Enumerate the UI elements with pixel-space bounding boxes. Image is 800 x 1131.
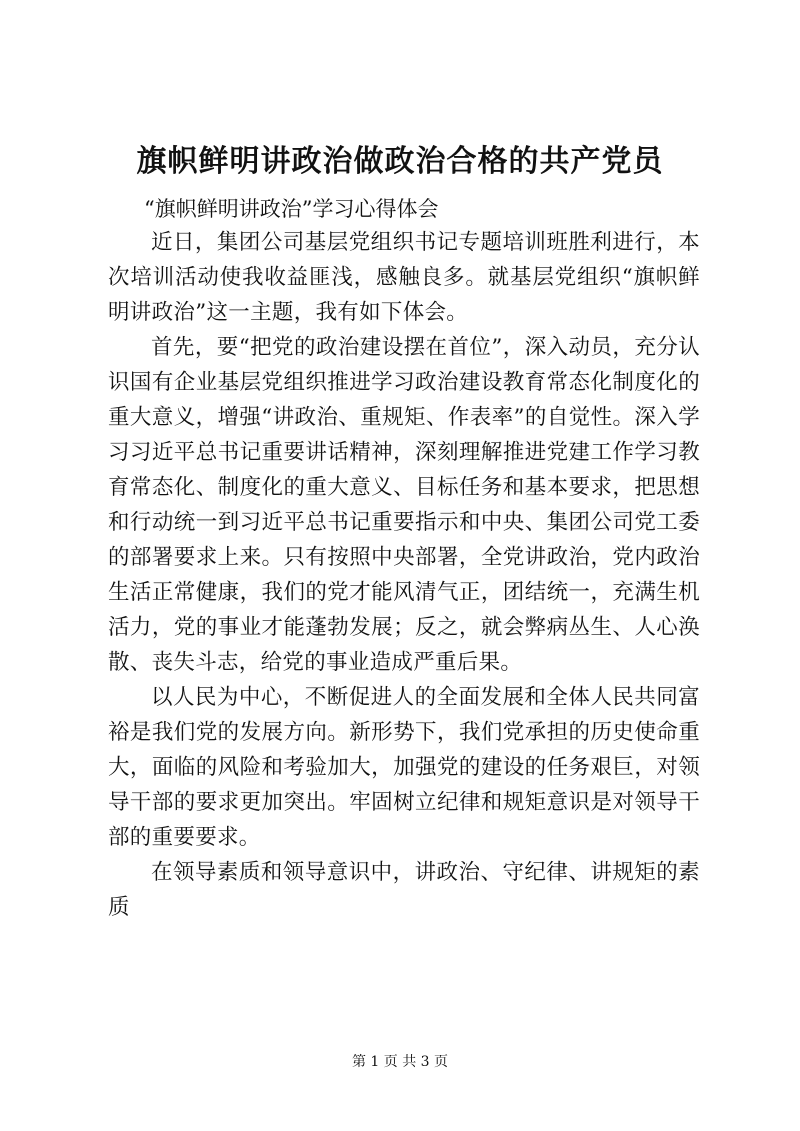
- paragraph-3: 以人民为中心，不断促进人的全面发展和全体人民共同富裕是我们党的发展方向。新形势下，我们党承担的历史使命重大，面临的风险和考验加大，加强党的建设的任务艰巨，对领导干部的要求更加突出。牢固树立纪律和规矩意识是对领导干部的重要要求。: [108, 685, 700, 850]
- page-number-footer: 第 1 页 共 3 页: [351, 1054, 449, 1070]
- document-body: [108, 225, 700, 925]
- document-title: 旗帜鲜明讲政治做政治合格的共产党员: [136, 144, 664, 179]
- paragraph-4: 在领导素质和领导意识中，讲政治、守纪律、讲规矩的素质: [108, 860, 700, 920]
- paragraph-1: 近日，集团公司基层党组织书记专题培训班胜利进行，本次培训活动使我收益匪浅，感触良多。就基层党组织“旗帜鲜明讲政治”这一主题，我有如下体会。: [108, 230, 700, 325]
- paragraph-2: 首先，要“把党的政治建设摆在首位”，深入动员，充分认识国有企业基层党组织推进学习政治建设教育常态化制度化的重大意义，增强“讲政治、重规矩、作表率”的自觉性。深入学习习近平总书记重要讲话精神，深刻理解推进党建工作学习教育常态化、制度化的重大意义、目标任务和基本要求，把思想和行动统一到习近平总书记重要指示和中央、集团公司党工委的部署要求上来。只有按照中央部署，全党讲政治，党内政治生活正常健康，我们的党才能风清气正，团结统一，充满生机活力，党的事业才能蓬勃发展；反之，就会弊病丛生、人心涣散、丧失斗志，给党的事业造成严重后果。: [108, 335, 700, 675]
- document-subtitle: “旗帜鲜明讲政治”学习心得体会: [144, 197, 439, 221]
